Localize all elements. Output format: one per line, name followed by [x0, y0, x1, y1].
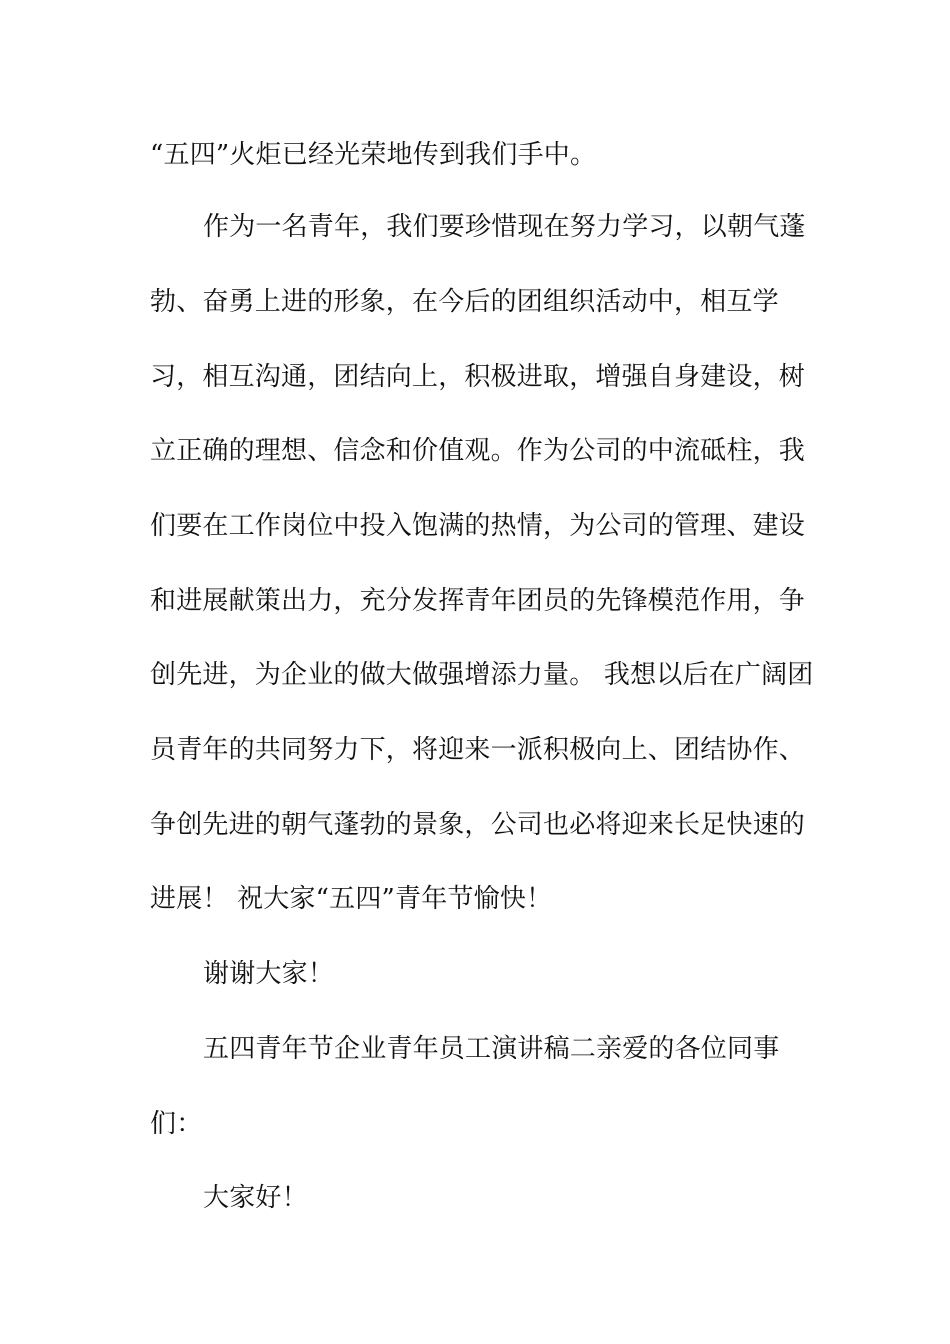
paragraph-line: 作为一名青年，我们要珍惜现在努力学习，以朝气蓬 [203, 212, 806, 242]
paragraph-line: 习，相互沟通，团结向上，积极进取，增强自身建设，树 [150, 362, 806, 392]
paragraph-line: 创先进，为企业的做大做强增添力量。 我想以后在广阔团 [150, 660, 814, 690]
paragraph-line: 勃、奋勇上进的形象，在今后的团组织活动中，相互学 [150, 287, 779, 317]
paragraph-line: 谢谢大家！ [203, 959, 335, 989]
paragraph-line: 争创先进的朝气蓬勃的景象，公司也必将迎来长足快速的 [150, 810, 806, 840]
paragraph-line: 们要在工作岗位中投入饱满的热情，为公司的管理、建设 [150, 511, 806, 541]
paragraph-line: 和进展献策出力，充分发挥青年团员的先锋模范作用，争 [150, 586, 806, 616]
paragraph-line: 大家好！ [203, 1183, 308, 1213]
paragraph-line: 们： [150, 1109, 203, 1139]
paragraph-line: 员青年的共同努力下，将迎来一派积极向上、团结协作、 [150, 735, 806, 765]
paragraph-line: “五四”火炬已经光荣地传到我们手中。 [150, 140, 597, 170]
paragraph-line: 立正确的理想、信念和价值观。作为公司的中流砥柱，我 [150, 436, 806, 466]
paragraph-line: 进展！ 祝大家“五四”青年节愉快！ [150, 884, 553, 914]
paragraph-line: 五四青年节企业青年员工演讲稿二亲爱的各位同事 [203, 1034, 780, 1064]
